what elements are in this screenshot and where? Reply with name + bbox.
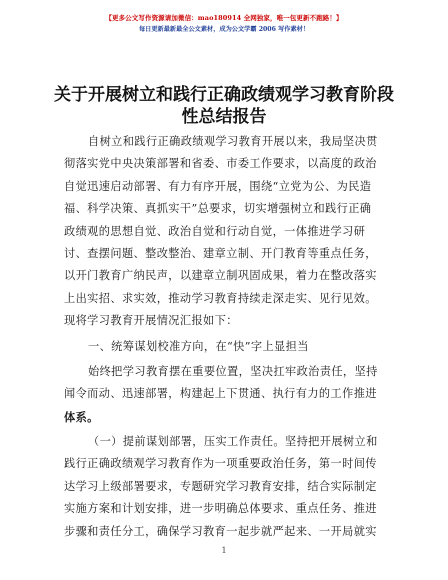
text-line: 彻落实党中央决策部署和省委、市委工作要求，以高度的政治 [64, 157, 377, 171]
promo-banner [0, 5, 448, 34]
text-line: 始终把学习教育摆在重要位置，坚决扛牢政治责任，坚持 [88, 364, 378, 378]
text-line: 政绩观的思想自觉、政治自觉和行动自觉，一体推进学习研 [64, 224, 366, 238]
text-line: 以开门教育广纳民声，以建章立制巩固成果，着力在整改落实 [64, 269, 377, 283]
text-line: 步骤和责任分工，确保学习教育一起步就严起来、一开局就实 [64, 524, 377, 538]
promo-line-2: 每日更新最新最全公文素材，成为公文学霸 2006 写作素材！ [138, 26, 310, 33]
text-line: 闻令而动、迅速部署，构建起上下贯通、执行有力的工作推进 [64, 387, 377, 401]
document-body [64, 131, 386, 543]
text-line: 自树立和践行正确政绩观学习教育开展以来，我局坚决贯 [88, 135, 378, 148]
text-line: 实施方案和计划安排，进一步明确总体要求、重点任务、推进 [64, 502, 377, 516]
title-line-1: 关于开展树立和践行正确政绩观学习教育阶段 [54, 85, 394, 105]
page-number: 1 [221, 546, 227, 555]
paragraph-section-1 [64, 361, 386, 428]
text-line: 现将学习教育开展情况汇报如下： [64, 314, 238, 328]
title-line-2: 性总结报告 [181, 107, 267, 127]
paragraph-subsection-1 [64, 431, 386, 543]
text-line: 上出实招、求实效，推动学习教育持续走深走实、见行见效。 [64, 291, 377, 305]
text-line: （一）提前谋划部署，压实工作责任。坚持把开展树立和 [88, 435, 378, 449]
text-line: 讨、查摆问题、整改整治、建章立制、开门教育等重点任务， [64, 246, 377, 260]
text-line: 福、科学决策、真抓实干”总要求，切实增强树立和践行正确 [64, 202, 372, 216]
promo-line-1: 【更多公文写作资源请加微信：mao180914 全网独家，唯一包更新不跑路！】 [105, 14, 343, 22]
text-line: 体系。 [64, 409, 99, 424]
section-heading-1 [64, 336, 386, 358]
text-line: 自觉迅速启动部署、有力有序开展，围绕“立党为公、为民造 [64, 179, 372, 193]
text-line: 践行正确政绩观学习教育作为一项重要政治任务，第一时间传 [64, 457, 377, 471]
text-line: 达学习上级部署要求，专题研究学习教育安排，结合实际制定 [64, 479, 377, 493]
heading-text: 一、统筹谋划校准方向，在“快”字上显担当 [88, 339, 309, 353]
paragraph-intro [64, 131, 386, 333]
document-title [30, 84, 418, 128]
